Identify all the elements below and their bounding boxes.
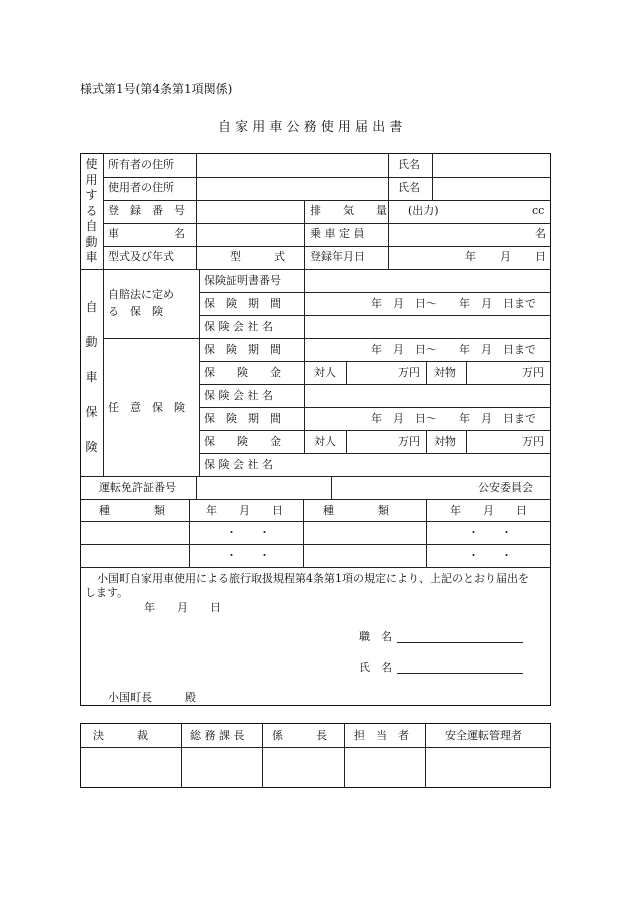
license-number-label: 運転免許証番号 (99, 481, 176, 494)
addressee: 小国町長 殿 (108, 691, 196, 704)
displacement-label: 排 気 量 (310, 204, 387, 217)
user-name-label: 氏名 (398, 181, 420, 194)
property-label-1: 対物 (434, 366, 456, 379)
commission-label: 公安委員会 (478, 481, 533, 494)
approval-decision: 決 裁 (93, 729, 148, 742)
applicant-name-line (397, 673, 523, 674)
optional-period-text-1: 年 月 日～ 年 月 日まで (371, 343, 536, 356)
owner-address-label: 所有者の住所 (108, 158, 174, 171)
person-label-1: 対人 (314, 366, 336, 379)
output-label: (出力) (408, 204, 439, 217)
owner-name-label: 氏名 (398, 158, 420, 171)
approval-general-affairs: 総 務 課 長 (190, 729, 245, 742)
compulsory-company-label: 保 険 会 社 名 (204, 320, 273, 333)
car-name-label: 車 名 (108, 227, 185, 240)
license-dots-4: ・ ・ (468, 549, 512, 562)
license-type-header-2: 種 類 (323, 504, 389, 517)
position-line (397, 642, 523, 643)
compulsory-insurance-label-2: る 保 険 (108, 305, 163, 318)
persons-unit: 名 (535, 227, 546, 240)
reg-month-unit: 月 (500, 250, 511, 263)
capacity-label: 乗 車 定 員 (310, 227, 365, 240)
cc-unit: cc (532, 204, 545, 217)
person-yen-1: 万円 (398, 366, 420, 379)
approval-staff: 担 当 者 (354, 729, 409, 742)
optional-company-label-1: 保 険 会 社 名 (204, 389, 273, 402)
property-label-2: 対物 (434, 435, 456, 448)
page-title: 自 家 用 車 公 務 使 用 届 出 書 (218, 120, 403, 135)
cert-number-label: 保険証明書番号 (204, 274, 281, 287)
insurance-section-label: 自 動 車 保 険 (85, 300, 98, 454)
statement-text-line1: 小国町自家用車使用による旅行取扱規程第4条第1項の規定により、上記のとおり届出を (97, 572, 529, 585)
optional-period-label-1: 保 険 期 間 (204, 343, 281, 356)
license-date-header-2: 年 月 日 (450, 504, 527, 517)
license-dots-2: ・ ・ (468, 526, 512, 539)
person-label-2: 対人 (314, 435, 336, 448)
license-dots-3: ・ ・ (226, 549, 270, 562)
license-type-header-1: 種 類 (99, 504, 165, 517)
reg-day-unit: 日 (535, 250, 546, 263)
model-year-label: 型式及び年式 (108, 250, 174, 263)
optional-insurance-label: 任 意 保 険 (108, 401, 185, 414)
model-label: 型 式 (230, 250, 285, 263)
vehicle-section-label: 使 用 す る 自 動 車 (85, 157, 98, 264)
reg-year-unit: 年 (465, 250, 476, 263)
optional-company-label-2: 保 険 会 社 名 (204, 458, 273, 471)
compulsory-period-text: 年 月 日～ 年 月 日まで (371, 297, 536, 310)
license-date-header-1: 年 月 日 (206, 504, 283, 517)
approval-chief: 係 長 (272, 729, 327, 742)
registration-number-label: 登 録 番 号 (108, 204, 185, 217)
compulsory-period-label: 保 険 期 間 (204, 297, 281, 310)
optional-period-text-2: 年 月 日～ 年 月 日まで (371, 412, 536, 425)
compulsory-insurance-label-1: 自賠法に定め (108, 288, 174, 301)
person-yen-2: 万円 (398, 435, 420, 448)
applicant-name-label: 氏 名 (359, 661, 392, 674)
registration-date-label: 登録年月日 (310, 250, 365, 263)
statement-text-line2: します。 (85, 586, 129, 599)
user-address-label: 使用者の住所 (108, 181, 174, 194)
optional-period-label-2: 保 険 期 間 (204, 412, 281, 425)
position-label: 職 名 (359, 630, 392, 643)
approval-safety-manager: 安全運転管理者 (445, 729, 522, 742)
property-yen-2: 万円 (522, 435, 544, 448)
license-dots-1: ・ ・ (226, 526, 270, 539)
form-number: 様式第1号(第4条第1項関係) (80, 82, 233, 96)
property-yen-1: 万円 (522, 366, 544, 379)
optional-amount-label-1: 保 険 金 (204, 366, 281, 379)
optional-amount-label-2: 保 険 金 (204, 435, 281, 448)
statement-date: 年 月 日 (144, 601, 221, 614)
